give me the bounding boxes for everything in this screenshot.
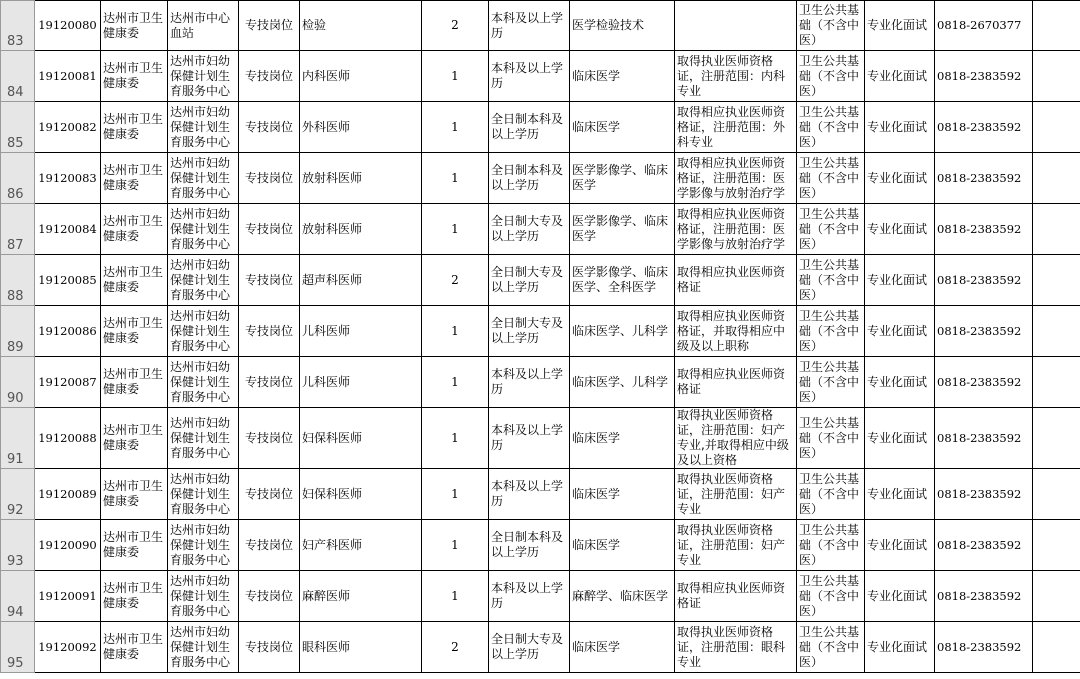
row-number: 92: [7, 503, 24, 518]
cell-major[interactable]: 临床医学: [570, 622, 675, 673]
row-number: 91: [7, 452, 24, 467]
row-number: 84: [7, 85, 24, 100]
cell-phone[interactable]: 0818-2383592: [935, 204, 1033, 255]
cell-phone[interactable]: 0818-2383592: [935, 408, 1033, 469]
row-number: 94: [7, 605, 24, 620]
cell-department[interactable]: 达州市卫生健康委: [101, 255, 168, 306]
cell-written-exam[interactable]: 卫生公共基础（不含中医）: [797, 469, 865, 520]
cell-post-type[interactable]: 专技岗位: [239, 153, 300, 204]
cell-interview[interactable]: 专业化面试: [865, 520, 935, 571]
cell-major[interactable]: 临床医学: [570, 469, 675, 520]
cell-headcount[interactable]: 1: [422, 571, 489, 622]
cell-other-requirements[interactable]: 取得执业医师资格证，注册范围：妇产专业: [675, 469, 797, 520]
cell-other-requirements[interactable]: 取得执业医师资格证，注册范围：妇产专业: [675, 520, 797, 571]
cell-headcount[interactable]: 1: [422, 306, 489, 357]
row-header[interactable]: [1, 102, 35, 153]
table-row: [1, 306, 1080, 357]
cell-other-requirements[interactable]: [675, 1, 797, 51]
cell-education[interactable]: 全日制大专及以上学历: [489, 255, 570, 306]
cell-written-exam[interactable]: 卫生公共基础（不含中医）: [797, 1, 865, 51]
cell-unit[interactable]: 达州市妇幼保健计划生育服务中心: [168, 51, 239, 102]
cell-phone[interactable]: 0818-2383592: [935, 622, 1033, 673]
cell-major[interactable]: 临床医学: [570, 51, 675, 102]
cell-job-code[interactable]: 19120087: [35, 357, 101, 408]
cell-position-name[interactable]: 检验: [300, 1, 422, 51]
row-header[interactable]: [1, 571, 35, 622]
cell-major[interactable]: 医学影像学、临床医学、全科医学: [570, 255, 675, 306]
cell-unit[interactable]: 达州市妇幼保健计划生育服务中心: [168, 102, 239, 153]
cell-phone[interactable]: 0818-2383592: [935, 51, 1033, 102]
row-number: 86: [7, 187, 24, 202]
cell-written-exam[interactable]: 卫生公共基础（不含中医）: [797, 571, 865, 622]
cell-education[interactable]: 全日制本科及以上学历: [489, 520, 570, 571]
cell-department[interactable]: 达州市卫生健康委: [101, 622, 168, 673]
cell-headcount[interactable]: 2: [422, 622, 489, 673]
row-number: 87: [7, 238, 24, 253]
cell-major[interactable]: 医学检验技术: [570, 1, 675, 51]
cell-post-type[interactable]: 专技岗位: [239, 102, 300, 153]
cell-department[interactable]: 达州市卫生健康委: [101, 204, 168, 255]
cell-job-code[interactable]: 19120080: [35, 1, 101, 51]
cell-job-code[interactable]: 19120086: [35, 306, 101, 357]
cell-position-name[interactable]: 妇产科医师: [300, 520, 422, 571]
cell-phone[interactable]: 0818-2383592: [935, 571, 1033, 622]
cell-post-type[interactable]: 专技岗位: [239, 571, 300, 622]
cell-education[interactable]: 全日制大专及以上学历: [489, 622, 570, 673]
cell-other-requirements[interactable]: 取得相应执业医师资格证，并取得相应中级及以上职称: [675, 306, 797, 357]
cell-headcount[interactable]: 1: [422, 153, 489, 204]
cell-post-type[interactable]: 专技岗位: [239, 306, 300, 357]
cell-headcount[interactable]: 2: [422, 255, 489, 306]
cell-job-code[interactable]: 19120088: [35, 408, 101, 469]
cell-major[interactable]: 临床医学: [570, 408, 675, 469]
cell-other-requirements[interactable]: 取得执业医师资格证，注册范围：内科专业: [675, 51, 797, 102]
cell-position-name[interactable]: 儿科医师: [300, 357, 422, 408]
cell-post-type[interactable]: 专技岗位: [239, 408, 300, 469]
cell-post-type[interactable]: 专技岗位: [239, 1, 300, 51]
cell-unit[interactable]: 达州市中心血站: [168, 1, 239, 51]
cell-unit[interactable]: 达州市妇幼保健计划生育服务中心: [168, 408, 239, 469]
cell-education[interactable]: 本科及以上学历: [489, 469, 570, 520]
cell-education[interactable]: 本科及以上学历: [489, 571, 570, 622]
cell-education[interactable]: 本科及以上学历: [489, 51, 570, 102]
cell-post-type[interactable]: 专技岗位: [239, 51, 300, 102]
cell-interview[interactable]: 专业化面试: [865, 204, 935, 255]
cell-job-code[interactable]: 19120092: [35, 622, 101, 673]
cell-written-exam[interactable]: 卫生公共基础（不含中医）: [797, 51, 865, 102]
cell-written-exam[interactable]: 卫生公共基础（不含中医）: [797, 408, 865, 469]
cell-unit[interactable]: 达州市妇幼保健计划生育服务中心: [168, 153, 239, 204]
cell-position-name[interactable]: 外科医师: [300, 102, 422, 153]
cell-position-name[interactable]: 麻醉医师: [300, 571, 422, 622]
cell-major[interactable]: 临床医学: [570, 520, 675, 571]
cell-written-exam[interactable]: 卫生公共基础（不含中医）: [797, 102, 865, 153]
cell-interview[interactable]: 专业化面试: [865, 102, 935, 153]
table-row: [1, 469, 1080, 520]
cell-major[interactable]: 临床医学、儿科学: [570, 306, 675, 357]
cell-job-code[interactable]: 19120089: [35, 469, 101, 520]
cell-position-name[interactable]: 儿科医师: [300, 306, 422, 357]
cell-interview[interactable]: 专业化面试: [865, 306, 935, 357]
row-number: 85: [7, 136, 24, 151]
table-row: [1, 255, 1080, 306]
cell-department[interactable]: 达州市卫生健康委: [101, 153, 168, 204]
cell-phone[interactable]: 0818-2383592: [935, 357, 1033, 408]
cell-unit[interactable]: 达州市妇幼保健计划生育服务中心: [168, 469, 239, 520]
table-row: [1, 571, 1080, 622]
table-row: [1, 357, 1080, 408]
cell-department[interactable]: 达州市卫生健康委: [101, 571, 168, 622]
cell-unit[interactable]: 达州市妇幼保健计划生育服务中心: [168, 622, 239, 673]
table-row: [1, 1, 1080, 51]
cell-education[interactable]: 全日制本科及以上学历: [489, 102, 570, 153]
table-row: [1, 520, 1080, 571]
cell-post-type[interactable]: 专技岗位: [239, 204, 300, 255]
cell-other-requirements[interactable]: 取得执业医师资格证，注册范围：眼科专业: [675, 622, 797, 673]
cell-phone[interactable]: 0818-2383592: [935, 102, 1033, 153]
cell-remarks[interactable]: [1033, 153, 1080, 204]
row-header[interactable]: [1, 153, 35, 204]
cell-remarks[interactable]: [1033, 357, 1080, 408]
table-row: [1, 622, 1080, 673]
cell-position-name[interactable]: 放射科医师: [300, 204, 422, 255]
cell-education[interactable]: 全日制本科及以上学历: [489, 153, 570, 204]
row-number: 93: [7, 554, 24, 569]
cell-headcount[interactable]: 1: [422, 51, 489, 102]
cell-job-code[interactable]: 19120091: [35, 571, 101, 622]
cell-education[interactable]: 本科及以上学历: [489, 357, 570, 408]
cell-headcount[interactable]: 1: [422, 357, 489, 408]
cell-other-requirements[interactable]: 取得执业医师资格证，注册范围：妇产专业,并取得相应中级及以上资格: [675, 408, 797, 469]
table-body: [1, 1, 1080, 673]
cell-phone[interactable]: 0818-2383592: [935, 153, 1033, 204]
cell-remarks[interactable]: [1033, 255, 1080, 306]
cell-written-exam[interactable]: 卫生公共基础（不含中医）: [797, 520, 865, 571]
cell-department[interactable]: 达州市卫生健康委: [101, 469, 168, 520]
cell-written-exam[interactable]: 卫生公共基础（不含中医）: [797, 204, 865, 255]
row-header[interactable]: [1, 255, 35, 306]
cell-other-requirements[interactable]: 取得相应执业医师资格证: [675, 357, 797, 408]
cell-written-exam[interactable]: 卫生公共基础（不含中医）: [797, 306, 865, 357]
cell-unit[interactable]: 达州市妇幼保健计划生育服务中心: [168, 255, 239, 306]
cell-headcount[interactable]: 1: [422, 102, 489, 153]
cell-interview[interactable]: 专业化面试: [865, 357, 935, 408]
cell-job-code[interactable]: 19120084: [35, 204, 101, 255]
row-number: 90: [7, 391, 24, 406]
cell-position-name[interactable]: 内科医师: [300, 51, 422, 102]
row-number: 89: [7, 340, 24, 355]
cell-post-type[interactable]: 专技岗位: [239, 357, 300, 408]
row-header[interactable]: [1, 51, 35, 102]
cell-position-name[interactable]: 放射科医师: [300, 153, 422, 204]
row-header[interactable]: [1, 306, 35, 357]
cell-post-type[interactable]: 专技岗位: [239, 255, 300, 306]
cell-position-name[interactable]: 超声科医师: [300, 255, 422, 306]
cell-interview[interactable]: 专业化面试: [865, 571, 935, 622]
cell-education[interactable]: 全日制大专及以上学历: [489, 204, 570, 255]
cell-written-exam[interactable]: 卫生公共基础（不含中医）: [797, 255, 865, 306]
cell-remarks[interactable]: [1033, 571, 1080, 622]
cell-post-type[interactable]: 专技岗位: [239, 622, 300, 673]
cell-interview[interactable]: 专业化面试: [865, 1, 935, 51]
table-row: [1, 102, 1080, 153]
table-row: [1, 153, 1080, 204]
table-row: [1, 51, 1080, 102]
cell-headcount[interactable]: 1: [422, 204, 489, 255]
row-header[interactable]: [1, 357, 35, 408]
row-number: 95: [7, 656, 24, 671]
cell-department[interactable]: 达州市卫生健康委: [101, 102, 168, 153]
row-header[interactable]: [1, 469, 35, 520]
cell-phone[interactable]: 0818-2383592: [935, 306, 1033, 357]
cell-written-exam[interactable]: 卫生公共基础（不含中医）: [797, 622, 865, 673]
cell-department[interactable]: 达州市卫生健康委: [101, 357, 168, 408]
cell-major[interactable]: 麻醉学、临床医学: [570, 571, 675, 622]
cell-job-code[interactable]: 19120082: [35, 102, 101, 153]
cell-headcount[interactable]: 1: [422, 520, 489, 571]
cell-department[interactable]: 达州市卫生健康委: [101, 408, 168, 469]
cell-major[interactable]: 临床医学: [570, 102, 675, 153]
cell-interview[interactable]: 专业化面试: [865, 255, 935, 306]
cell-department[interactable]: 达州市卫生健康委: [101, 520, 168, 571]
cell-position-name[interactable]: 妇保科医师: [300, 469, 422, 520]
cell-position-name[interactable]: 妇保科医师: [300, 408, 422, 469]
cell-written-exam[interactable]: 卫生公共基础（不含中医）: [797, 153, 865, 204]
cell-other-requirements[interactable]: 取得相应执业医师资格证，注册范围：医学影像与放射治疗学: [675, 204, 797, 255]
cell-interview[interactable]: 专业化面试: [865, 51, 935, 102]
cell-headcount[interactable]: 2: [422, 1, 489, 51]
cell-department[interactable]: 达州市卫生健康委: [101, 306, 168, 357]
cell-phone[interactable]: 0818-2383592: [935, 520, 1033, 571]
cell-post-type[interactable]: 专技岗位: [239, 520, 300, 571]
cell-remarks[interactable]: [1033, 51, 1080, 102]
row-number: 83: [7, 34, 24, 49]
cell-phone[interactable]: 0818-2383592: [935, 255, 1033, 306]
cell-interview[interactable]: 专业化面试: [865, 408, 935, 469]
cell-unit[interactable]: 达州市妇幼保健计划生育服务中心: [168, 204, 239, 255]
cell-post-type[interactable]: 专技岗位: [239, 469, 300, 520]
row-number: 88: [7, 289, 24, 304]
cell-phone[interactable]: 0818-2670377: [935, 1, 1033, 51]
cell-remarks[interactable]: [1033, 408, 1080, 469]
cell-interview[interactable]: 专业化面试: [865, 622, 935, 673]
cell-job-code[interactable]: 19120083: [35, 153, 101, 204]
cell-remarks[interactable]: [1033, 1, 1080, 51]
cell-written-exam[interactable]: 卫生公共基础（不含中医）: [797, 357, 865, 408]
cell-other-requirements[interactable]: 取得相应执业医师资格证，注册范围：外科专业: [675, 102, 797, 153]
cell-unit[interactable]: 达州市妇幼保健计划生育服务中心: [168, 571, 239, 622]
cell-remarks[interactable]: [1033, 469, 1080, 520]
cell-education[interactable]: 本科及以上学历: [489, 408, 570, 469]
cell-position-name[interactable]: 眼科医师: [300, 622, 422, 673]
cell-remarks[interactable]: [1033, 102, 1080, 153]
cell-department[interactable]: 达州市卫生健康委: [101, 51, 168, 102]
row-header[interactable]: [1, 408, 35, 469]
cell-headcount[interactable]: 1: [422, 469, 489, 520]
cell-major[interactable]: 临床医学、儿科学: [570, 357, 675, 408]
cell-major[interactable]: 医学影像学、临床医学: [570, 204, 675, 255]
cell-other-requirements[interactable]: 取得相应执业医师资格证: [675, 571, 797, 622]
row-header[interactable]: [1, 622, 35, 673]
cell-unit[interactable]: 达州市妇幼保健计划生育服务中心: [168, 306, 239, 357]
cell-other-requirements[interactable]: 取得相应执业医师资格证: [675, 255, 797, 306]
cell-interview[interactable]: 专业化面试: [865, 469, 935, 520]
row-header[interactable]: [1, 1, 35, 51]
cell-remarks[interactable]: [1033, 622, 1080, 673]
cell-job-code[interactable]: 19120085: [35, 255, 101, 306]
row-header[interactable]: [1, 520, 35, 571]
table-row: [1, 408, 1080, 469]
cell-unit[interactable]: 达州市妇幼保健计划生育服务中心: [168, 357, 239, 408]
cell-other-requirements[interactable]: 取得相应执业医师资格证，注册范围：医学影像与放射治疗学: [675, 153, 797, 204]
cell-job-code[interactable]: 19120081: [35, 51, 101, 102]
cell-education[interactable]: 全日制大专及以上学历: [489, 306, 570, 357]
cell-major[interactable]: 医学影像学、临床医学: [570, 153, 675, 204]
cell-headcount[interactable]: 1: [422, 408, 489, 469]
cell-phone[interactable]: 0818-2383592: [935, 469, 1033, 520]
cell-unit[interactable]: 达州市妇幼保健计划生育服务中心: [168, 520, 239, 571]
cell-interview[interactable]: 专业化面试: [865, 153, 935, 204]
row-header[interactable]: [1, 204, 35, 255]
cell-job-code[interactable]: 19120090: [35, 520, 101, 571]
cell-remarks[interactable]: [1033, 520, 1080, 571]
cell-remarks[interactable]: [1033, 204, 1080, 255]
cell-education[interactable]: 本科及以上学历: [489, 1, 570, 51]
table-row: [1, 204, 1080, 255]
cell-remarks[interactable]: [1033, 306, 1080, 357]
cell-department[interactable]: 达州市卫生健康委: [101, 1, 168, 51]
